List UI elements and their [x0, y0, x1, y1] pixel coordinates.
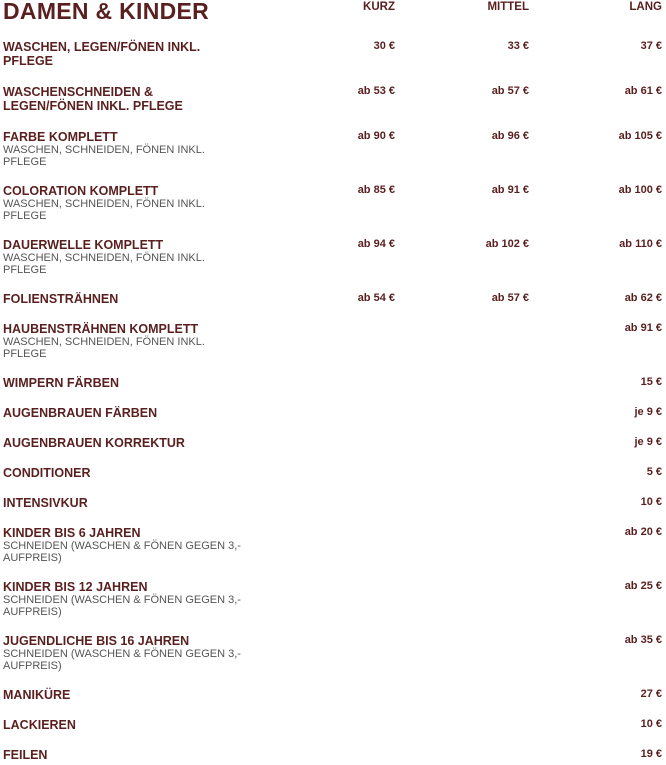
service-name: [3, 580, 253, 618]
service-name: [3, 130, 243, 168]
service-name: [3, 40, 243, 68]
price-mittel: 33 €: [507, 40, 529, 52]
service-name-text: KINDER BIS 6 JAHREN: [3, 526, 141, 540]
price-lang: ab 20 €: [624, 526, 662, 538]
service-description: SCHNEIDEN (WASCHEN & FÖNEN GEGEN 3,- AUFPREIS): [3, 594, 241, 618]
service-name: [3, 85, 243, 113]
price-lang: je 9 €: [634, 406, 662, 418]
price-mittel: ab 96 €: [491, 130, 529, 142]
price-mittel: ab 57 €: [491, 85, 529, 97]
price-mittel: ab 91 €: [491, 184, 529, 196]
page-title: DAMEN & KINDER: [3, 0, 210, 24]
service-name: [3, 466, 243, 480]
service-name: [3, 292, 243, 306]
service-description: SCHNEIDEN (WASCHEN & FÖNEN GEGEN 3,- AUFPREIS): [3, 540, 241, 564]
service-name: [3, 688, 243, 702]
price-kurz: ab 54 €: [357, 292, 395, 304]
service-name-text: COLORATION KOMPLETT: [3, 184, 159, 198]
price-lang: ab 61 €: [624, 85, 662, 97]
service-name: [3, 322, 243, 360]
price-lang: 10 €: [640, 718, 662, 730]
price-lang: 10 €: [640, 496, 662, 508]
service-name: [3, 436, 243, 450]
column-header-lang: LANG: [629, 1, 662, 13]
service-name-text: AUGENBRAUEN FÄRBEN: [3, 406, 158, 420]
service-description: WASCHEN, SCHNEIDEN, FÖNEN INKL. PFLEGE: [3, 252, 205, 276]
service-name-text: INTENSIVKUR: [3, 496, 88, 510]
service-name: [3, 718, 243, 732]
price-kurz: ab 85 €: [357, 184, 395, 196]
service-name-text: WASCHEN, LEGEN/FÖNEN INKL. PFLEGE: [3, 40, 201, 68]
service-description: WASCHEN, SCHNEIDEN, FÖNEN INKL. PFLEGE: [3, 336, 205, 360]
service-name-text: DAUERWELLE KOMPLETT: [3, 238, 164, 252]
price-mittel: ab 57 €: [491, 292, 529, 304]
service-description: WASCHEN, SCHNEIDEN, FÖNEN INKL. PFLEGE: [3, 198, 205, 222]
service-name: [3, 238, 243, 276]
service-name-text: CONDITIONER: [3, 466, 91, 480]
service-name: [3, 376, 243, 390]
price-kurz: ab 90 €: [357, 130, 395, 142]
service-name-text: HAUBENSTRÄHNEN KOMPLETT: [3, 322, 199, 336]
price-lang: ab 105 €: [618, 130, 662, 142]
service-name: [3, 634, 253, 672]
price-mittel: ab 102 €: [485, 238, 529, 250]
price-lang: 19 €: [640, 748, 662, 760]
price-lang: je 9 €: [634, 436, 662, 448]
service-description: WASCHEN, SCHNEIDEN, FÖNEN INKL. PFLEGE: [3, 144, 205, 168]
price-kurz: ab 94 €: [357, 238, 395, 250]
price-lang: ab 110 €: [619, 238, 662, 250]
price-kurz: ab 53 €: [357, 85, 395, 97]
price-lang: 15 €: [640, 376, 662, 388]
price-lang: ab 62 €: [624, 292, 662, 304]
service-name-text: JUGENDLICHE BIS 16 JAHREN: [3, 634, 190, 648]
service-name: [3, 496, 243, 510]
service-name-text: WIMPERN FÄRBEN: [3, 376, 119, 390]
service-name-text: AUGENBRAUEN KORREKTUR: [3, 436, 185, 450]
price-list-header: [0, 0, 666, 36]
price-kurz: 30 €: [373, 40, 395, 52]
column-header-kurz: KURZ: [363, 1, 395, 13]
price-lang: ab 91 €: [624, 322, 662, 334]
service-name-text: FARBE KOMPLETT: [3, 130, 118, 144]
service-name: [3, 526, 253, 564]
service-name-text: WASCHENSCHNEIDEN & LEGEN/FÖNEN INKL. PFLEGE: [3, 85, 183, 113]
price-lang: 37 €: [640, 40, 662, 52]
price-lang: 27 €: [640, 688, 662, 700]
service-name-text: FOLIENSTRÄHNEN: [3, 292, 119, 306]
price-lang: 5 €: [646, 466, 662, 478]
column-header-mittel: MITTEL: [487, 1, 529, 13]
price-lang: ab 35 €: [624, 634, 662, 646]
service-name: [3, 406, 243, 420]
service-name-text: MANIKÜRE: [3, 688, 71, 702]
service-name-text: FEILEN: [3, 748, 48, 762]
service-name: [3, 748, 243, 762]
service-name: [3, 184, 243, 222]
service-description: SCHNEIDEN (WASCHEN & FÖNEN GEGEN 3,- AUFPREIS): [3, 648, 241, 672]
service-name-text: KINDER BIS 12 JAHREN: [3, 580, 148, 594]
price-lang: ab 25 €: [624, 580, 662, 592]
service-name-text: LACKIEREN: [3, 718, 76, 732]
price-lang: ab 100 €: [618, 184, 662, 196]
